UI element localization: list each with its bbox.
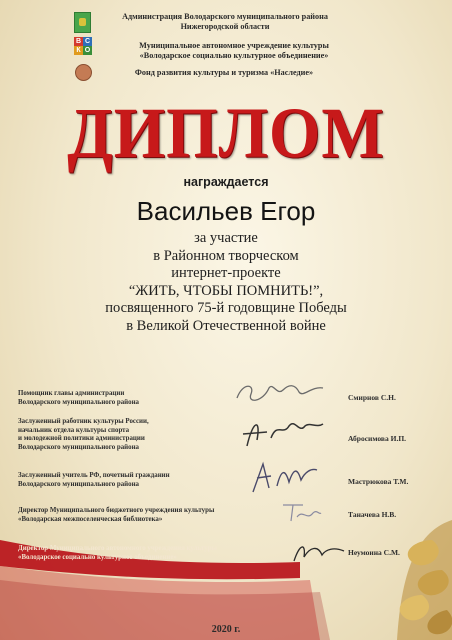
- purpose-line: в Районном творческом: [153, 247, 299, 264]
- header-org-administration-line1: Администрация Володарского муниципального района: [122, 12, 328, 21]
- handwritten-signature: [233, 458, 323, 498]
- signatory-name: Абросимова И.П.: [348, 434, 407, 443]
- purpose-line: в Великой Отечественной войне: [126, 317, 326, 334]
- purpose-line: посвященного 75-й годовщине Победы: [105, 300, 347, 316]
- signatory-position: Помощник главы администрации Володарского муниципального района: [18, 390, 139, 406]
- handwritten-signature: [233, 378, 328, 406]
- header-org-culture-institution: [86, 41, 382, 61]
- signatory-position: Директор Муниципального бюджетного учреждения культуры «Володарская межпоселенческая библиотека»: [18, 507, 215, 523]
- vsko-logo-icon: В С К О: [75, 38, 91, 54]
- header-org-administration: [76, 12, 374, 32]
- header-org-culture-line1: Муниципальное автономное учреждение культуры: [139, 41, 329, 50]
- handwritten-signature: [233, 412, 328, 452]
- awarded-label: награждается: [183, 175, 269, 189]
- recipient-name: Васильев Егор: [136, 196, 316, 226]
- purpose-line: за участие: [194, 230, 258, 246]
- signatory-position: Заслуженный работник культуры России, начальник отдела культуры спорта и молодежной политики администрации Володарского муниципального района: [18, 418, 149, 451]
- signatory-position: Заслуженный учитель РФ, почетный гражданин Володарского муниципального района: [18, 472, 170, 488]
- purpose-line: интернет-проекте: [171, 265, 281, 281]
- signatory-name: Смирнов С.Н.: [348, 393, 396, 402]
- handwritten-signature: [288, 537, 348, 567]
- diploma-year: 2020 г.: [211, 624, 241, 635]
- header-org-administration-line2: Нижегородской области: [180, 22, 270, 31]
- golden-laurel-decoration: [302, 500, 452, 640]
- purpose-line: “ЖИТЬ, ЧТОБЫ ПОМНИТЬ!”,: [128, 282, 324, 299]
- signatory-name: Таначева Н.В.: [348, 510, 397, 519]
- header-org-culture-line2: «Володарское социально культурное объединение»: [139, 51, 329, 60]
- signatory-name: Неумоина С.М.: [348, 548, 400, 557]
- diploma-title: ДИПЛОМ: [67, 93, 385, 173]
- signatory-name: Мастрюкова Т.М.: [348, 477, 409, 486]
- award-purpose: [60, 230, 392, 335]
- header-org-heritage-fund: Фонд развития культуры и туризма «Наследие»: [134, 68, 314, 77]
- signatory-position: Директор Муниципального автономного учреждения культуры «Володарское социально культурное объединение»: [18, 545, 217, 561]
